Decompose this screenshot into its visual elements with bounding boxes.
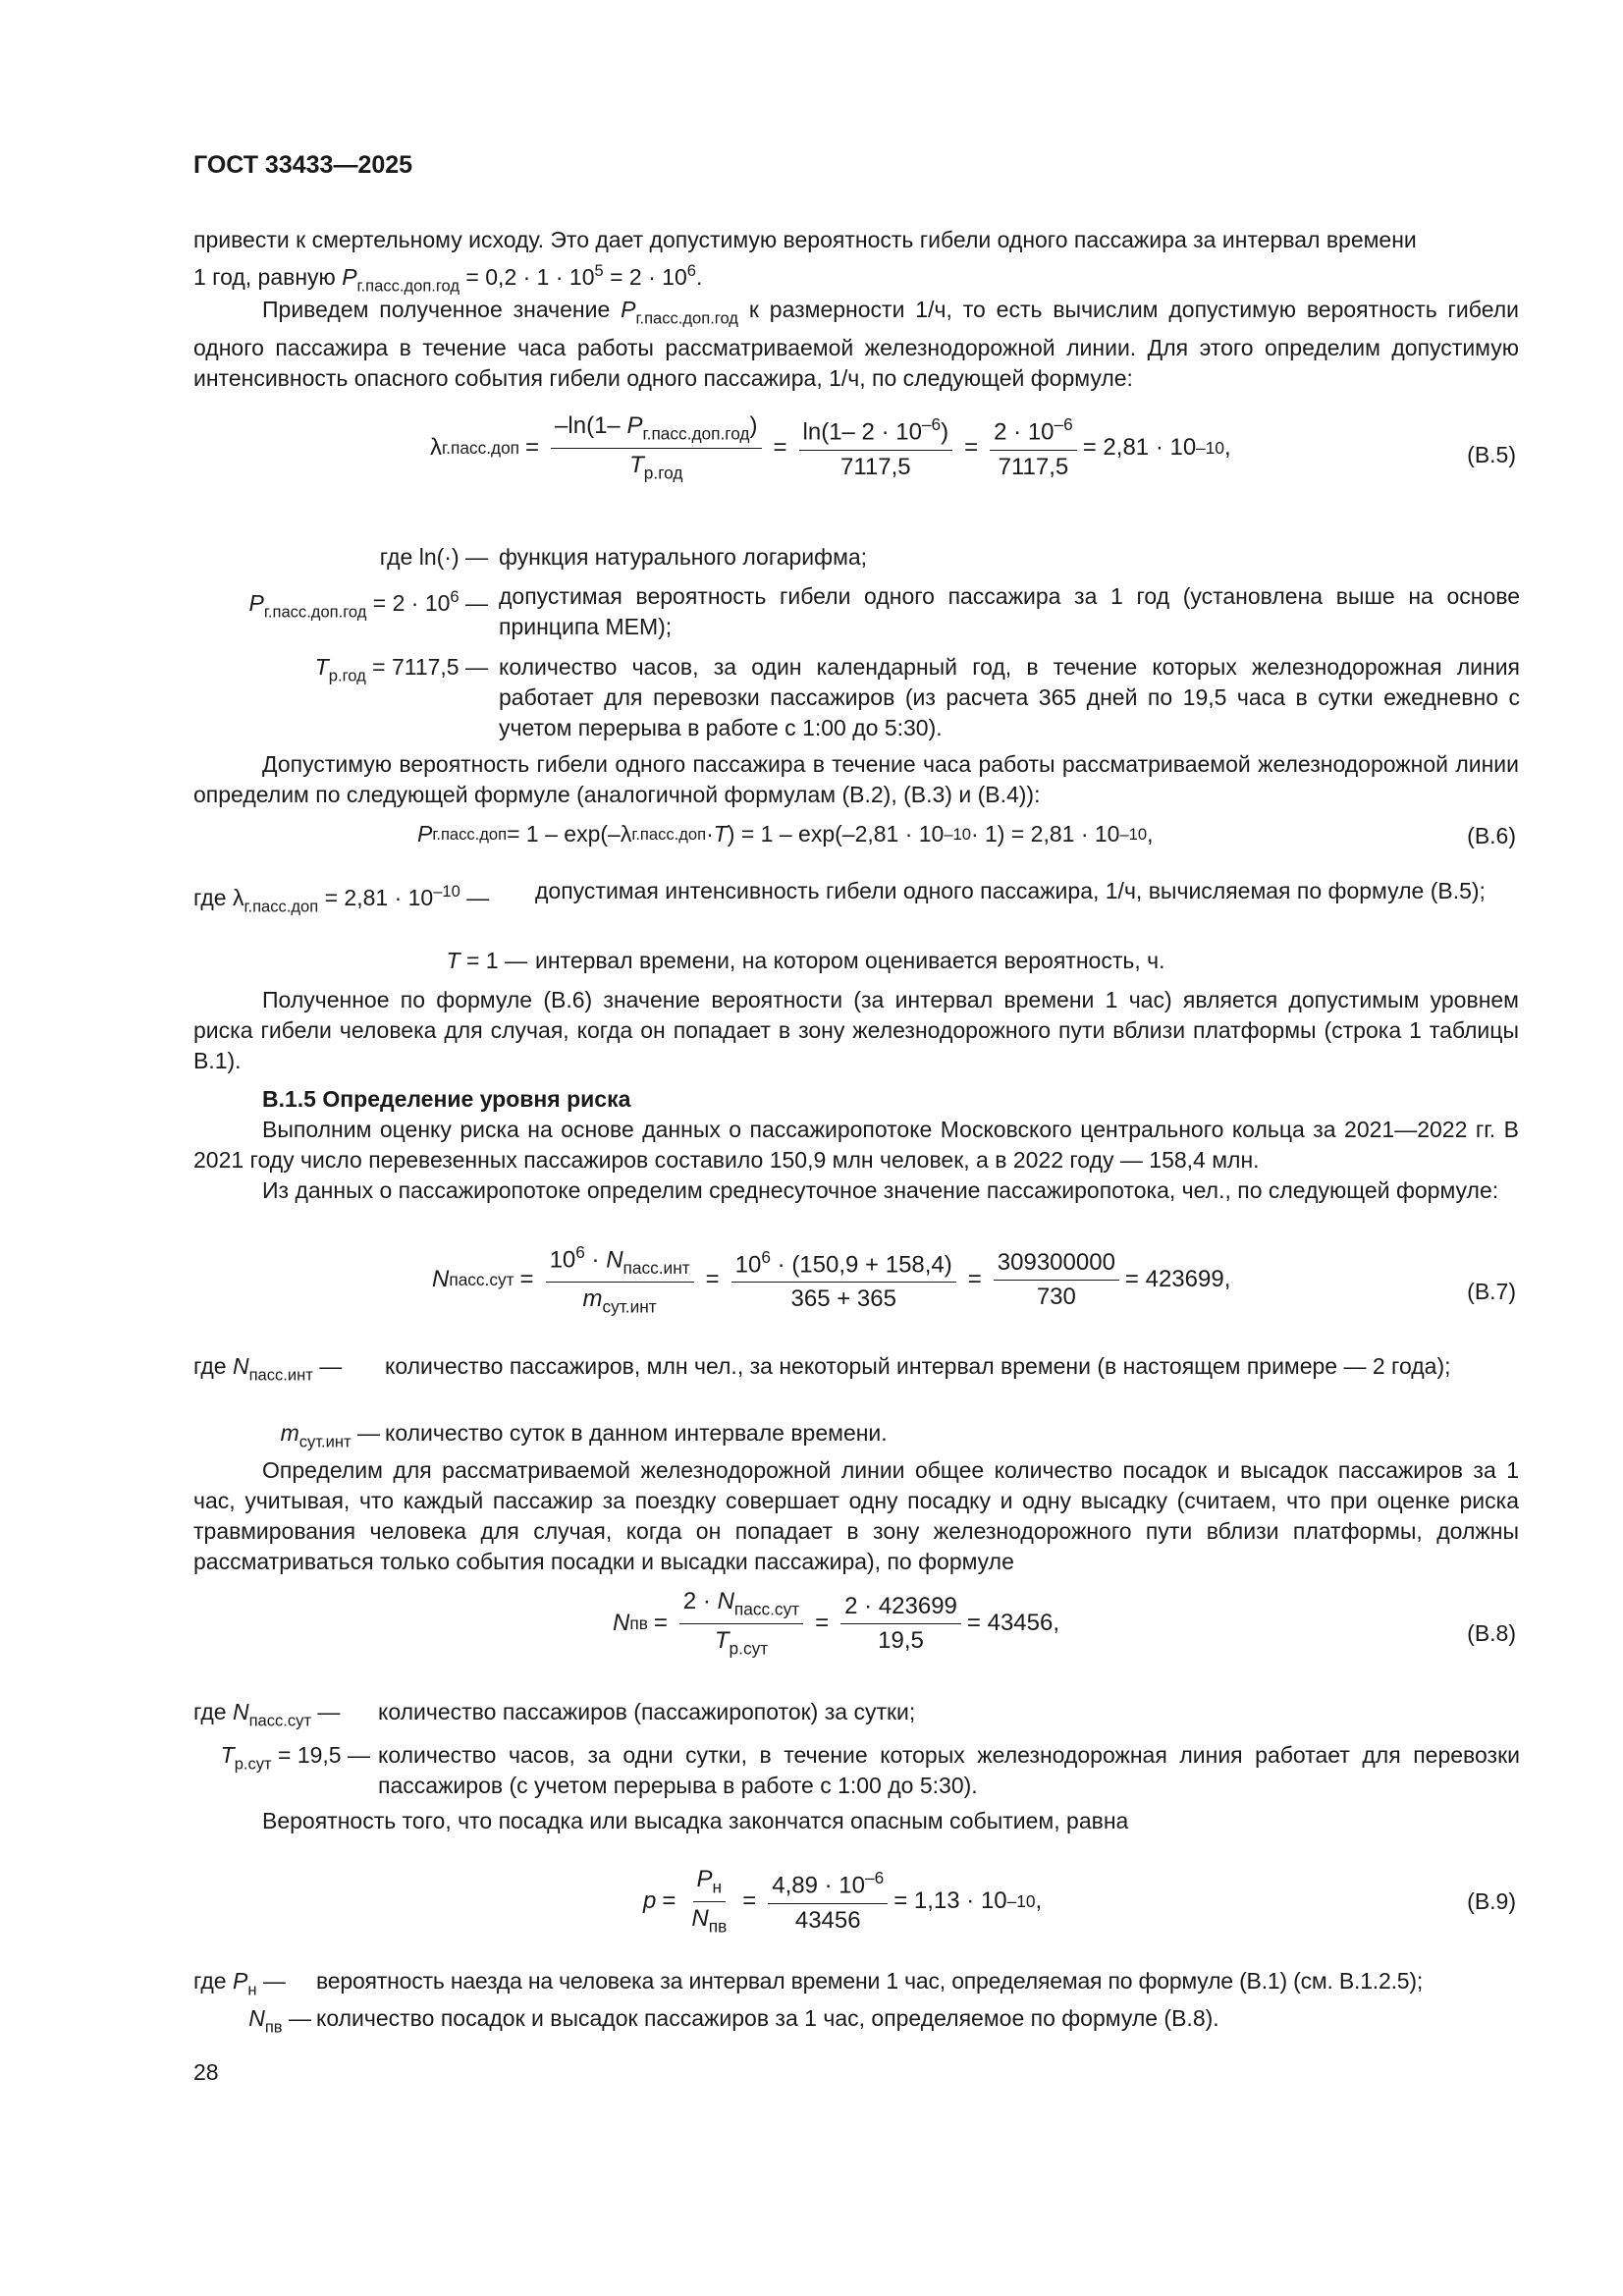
where-term: где $\lambda_{г.пасс.доп} = 2,81 \cdot 10^{-10}$ — <box>193 882 490 916</box>
where-description: интервал времени, на котором оценивается вероятность, ч. <box>535 948 1165 973</box>
paragraph: Вероятность того, что посадка или высадка закончатся опасным событием, равна <box>262 1808 1129 1833</box>
where-description: количество пассажиров, млн чел., за некоторый интервал времени (в настоящем примере — 2 года); <box>385 1353 1451 1379</box>
where-description: количество часов, за одни сутки, в течение которых железнодорожная линия работает для перевозки пассажиров (с учетом перерыва в работе с 1:00 до 5:30). <box>378 1742 1520 1798</box>
where-description: допустимая интенсивность гибели одного пассажира, 1/ч, вычисляемая по формуле (В.5); <box>535 878 1486 903</box>
where-description: функция натурального логарифма; <box>499 544 868 570</box>
where-description: допустимая вероятность гибели одного пассажира за 1 год (установлена выше на основе принципа МЕМ); <box>499 583 1520 639</box>
where-description: количество пассажиров (пассажиропоток) за сутки; <box>378 1699 916 1724</box>
where-term: где $P_н$ — <box>193 1968 286 1999</box>
paragraph: Определим для рассматриваемой железнодорожной линии общее количество посадок и высадок пассажиров за 1 час, учитывая, что каждый пассажир за поездку совершает одну посадку и одну высадку (считаем, что при оценке риска травмирования человека для случая, когда он попадает в зону железнодорожного пути вблизи платформы, должны рассматриваться только события посадки и высадки пассажира), по формуле <box>193 1457 1519 1574</box>
where-term: $T_{р.год} = 7117,5$ — <box>314 654 488 685</box>
formula-b8: N пв = $\frac{2 \cdot N_{пасс.сут}}{T_{р.сут}}$ = $\frac{2 \cdot 423699}{19,5}$ = 43456, <box>613 1588 1059 1659</box>
where-description: вероятность наезда на человека за интервал времени 1 час, определяемая по формуле (В.1) (см. В.1.2.5); <box>316 1968 1424 1994</box>
where-term: $T_{р.сут} = 19,5$ — <box>220 1742 370 1774</box>
section-heading: В.1.5 Определение уровня риска <box>262 1086 631 1112</box>
page-number: 28 <box>193 2059 219 2085</box>
formula-number: (В.7) <box>1467 1279 1516 1304</box>
paragraph: Приведем полученное значение $P_{г.пасс.доп.год}$ к размерности 1/ч, то есть вычислим допустимую вероятность гибели одного пассажира в течение часа работы рассматриваемой железнодорожной линии. Для этого определим допустимую интенсивность опасного события гибели одного пассажира, 1/ч, по следующей формуле: <box>193 297 1519 392</box>
paragraph: Допустимую вероятность гибели одного пассажира в течение часа работы рассматриваемой железнодорожной линии определим по следующей формуле (аналогичной формулам (В.2), (В.3) и (В.4)): <box>193 751 1519 807</box>
where-term: T = 1 — <box>446 948 527 973</box>
where-description: количество суток в данном интервале времени. <box>385 1420 888 1446</box>
formula-number: (В.5) <box>1467 442 1516 467</box>
where-term: где ln(·) — <box>379 544 488 570</box>
paragraph: привести к смертельному исходу. Это дает допустимую вероятность гибели одного пассажира за интервал времени 1 год, равную $P_{г.пасс.доп.год} = 0,2 \cdot 1 \cdot 10^5 = 2 \cdot 10^6$. <box>193 227 1417 296</box>
formula-number: (В.6) <box>1467 823 1516 848</box>
formula-b5: λ г.пасс.доп = $\frac{-\ln(1- P_{г.пасс.доп.год})}{T_{р.год}}$ = $\frac{\ln(1- 2 \cdot 10^{-6})}{7117,5}$ = $\frac{2 \cdot 10^{-6}}{7117,5}$ = 2,81 · 10 –10 , <box>430 412 1231 483</box>
where-term: $N_{пв}$ — <box>248 2005 311 2037</box>
where-term: где $N_{пасс.инт}$ — <box>193 1353 343 1385</box>
where-term: где $N_{пасс.сут}$ — <box>193 1699 341 1730</box>
document-header: ГОСТ 33433—2025 <box>193 151 413 179</box>
where-term: $P_{г.пасс.доп.год} = 2 \cdot 10^6$ — <box>248 587 488 622</box>
formula-b7: N пасс.сут = $\frac{10^6 \cdot N_{пасс.инт}}{m_{сут.инт}}$ = $\frac{10^6 \cdot (150,9 + 158,4)}{365 + 365}$ = $\frac{309300000}{730}$ = 423699, <box>432 1242 1231 1317</box>
paragraph: Выполним оценку риска на основе данных о пассажиропотоке Московского центрального кольца за 2021—2022 гг. В 2021 году число перевезенных пассажиров составило 150,9 млн человек, а в 2022 году — 158,4 млн. <box>193 1117 1519 1173</box>
paragraph: Полученное по формуле (В.6) значение вероятности (за интервал времени 1 час) является допустимым уровнем риска гибели человека для случая, когда он попадает в зону железнодорожного пути вблизи платформы (строка 1 таблицы В.1). <box>193 987 1519 1073</box>
paragraph: Из данных о пассажиропотоке определим среднесуточное значение пассажиропотока, чел., по следующей формуле: <box>262 1177 1499 1203</box>
where-term: $m_{сут.инт}$ — <box>280 1420 380 1451</box>
formula-number: (В.9) <box>1467 1888 1516 1914</box>
formula-number: (В.8) <box>1467 1620 1516 1646</box>
where-description: количество посадок и высадок пассажиров за 1 час, определяемое по формуле (В.8). <box>316 2005 1219 2031</box>
where-description: количество часов, за один календарный год, в течение которых железнодорожная линия работает для перевозки пассажиров (из расчета 365 дней по 19,5 часа в сутки ежедневно с учетом перерыва в работе с 1:00 до 5:30). <box>499 654 1520 740</box>
formula-b9: p = $\frac{P_н}{N_{пв}}$ = $\frac{4,89 \cdot 10^{-6}}{43456}$ = 1,13 · 10 –10 , <box>643 1866 1043 1937</box>
formula-b6: P г.пасс.доп = 1 – exp(–λ г.пасс.доп · T ) = 1 – exp(–2,81 · 10 –10 · 1) = 2,81 · 10 –10 , <box>417 821 1154 847</box>
